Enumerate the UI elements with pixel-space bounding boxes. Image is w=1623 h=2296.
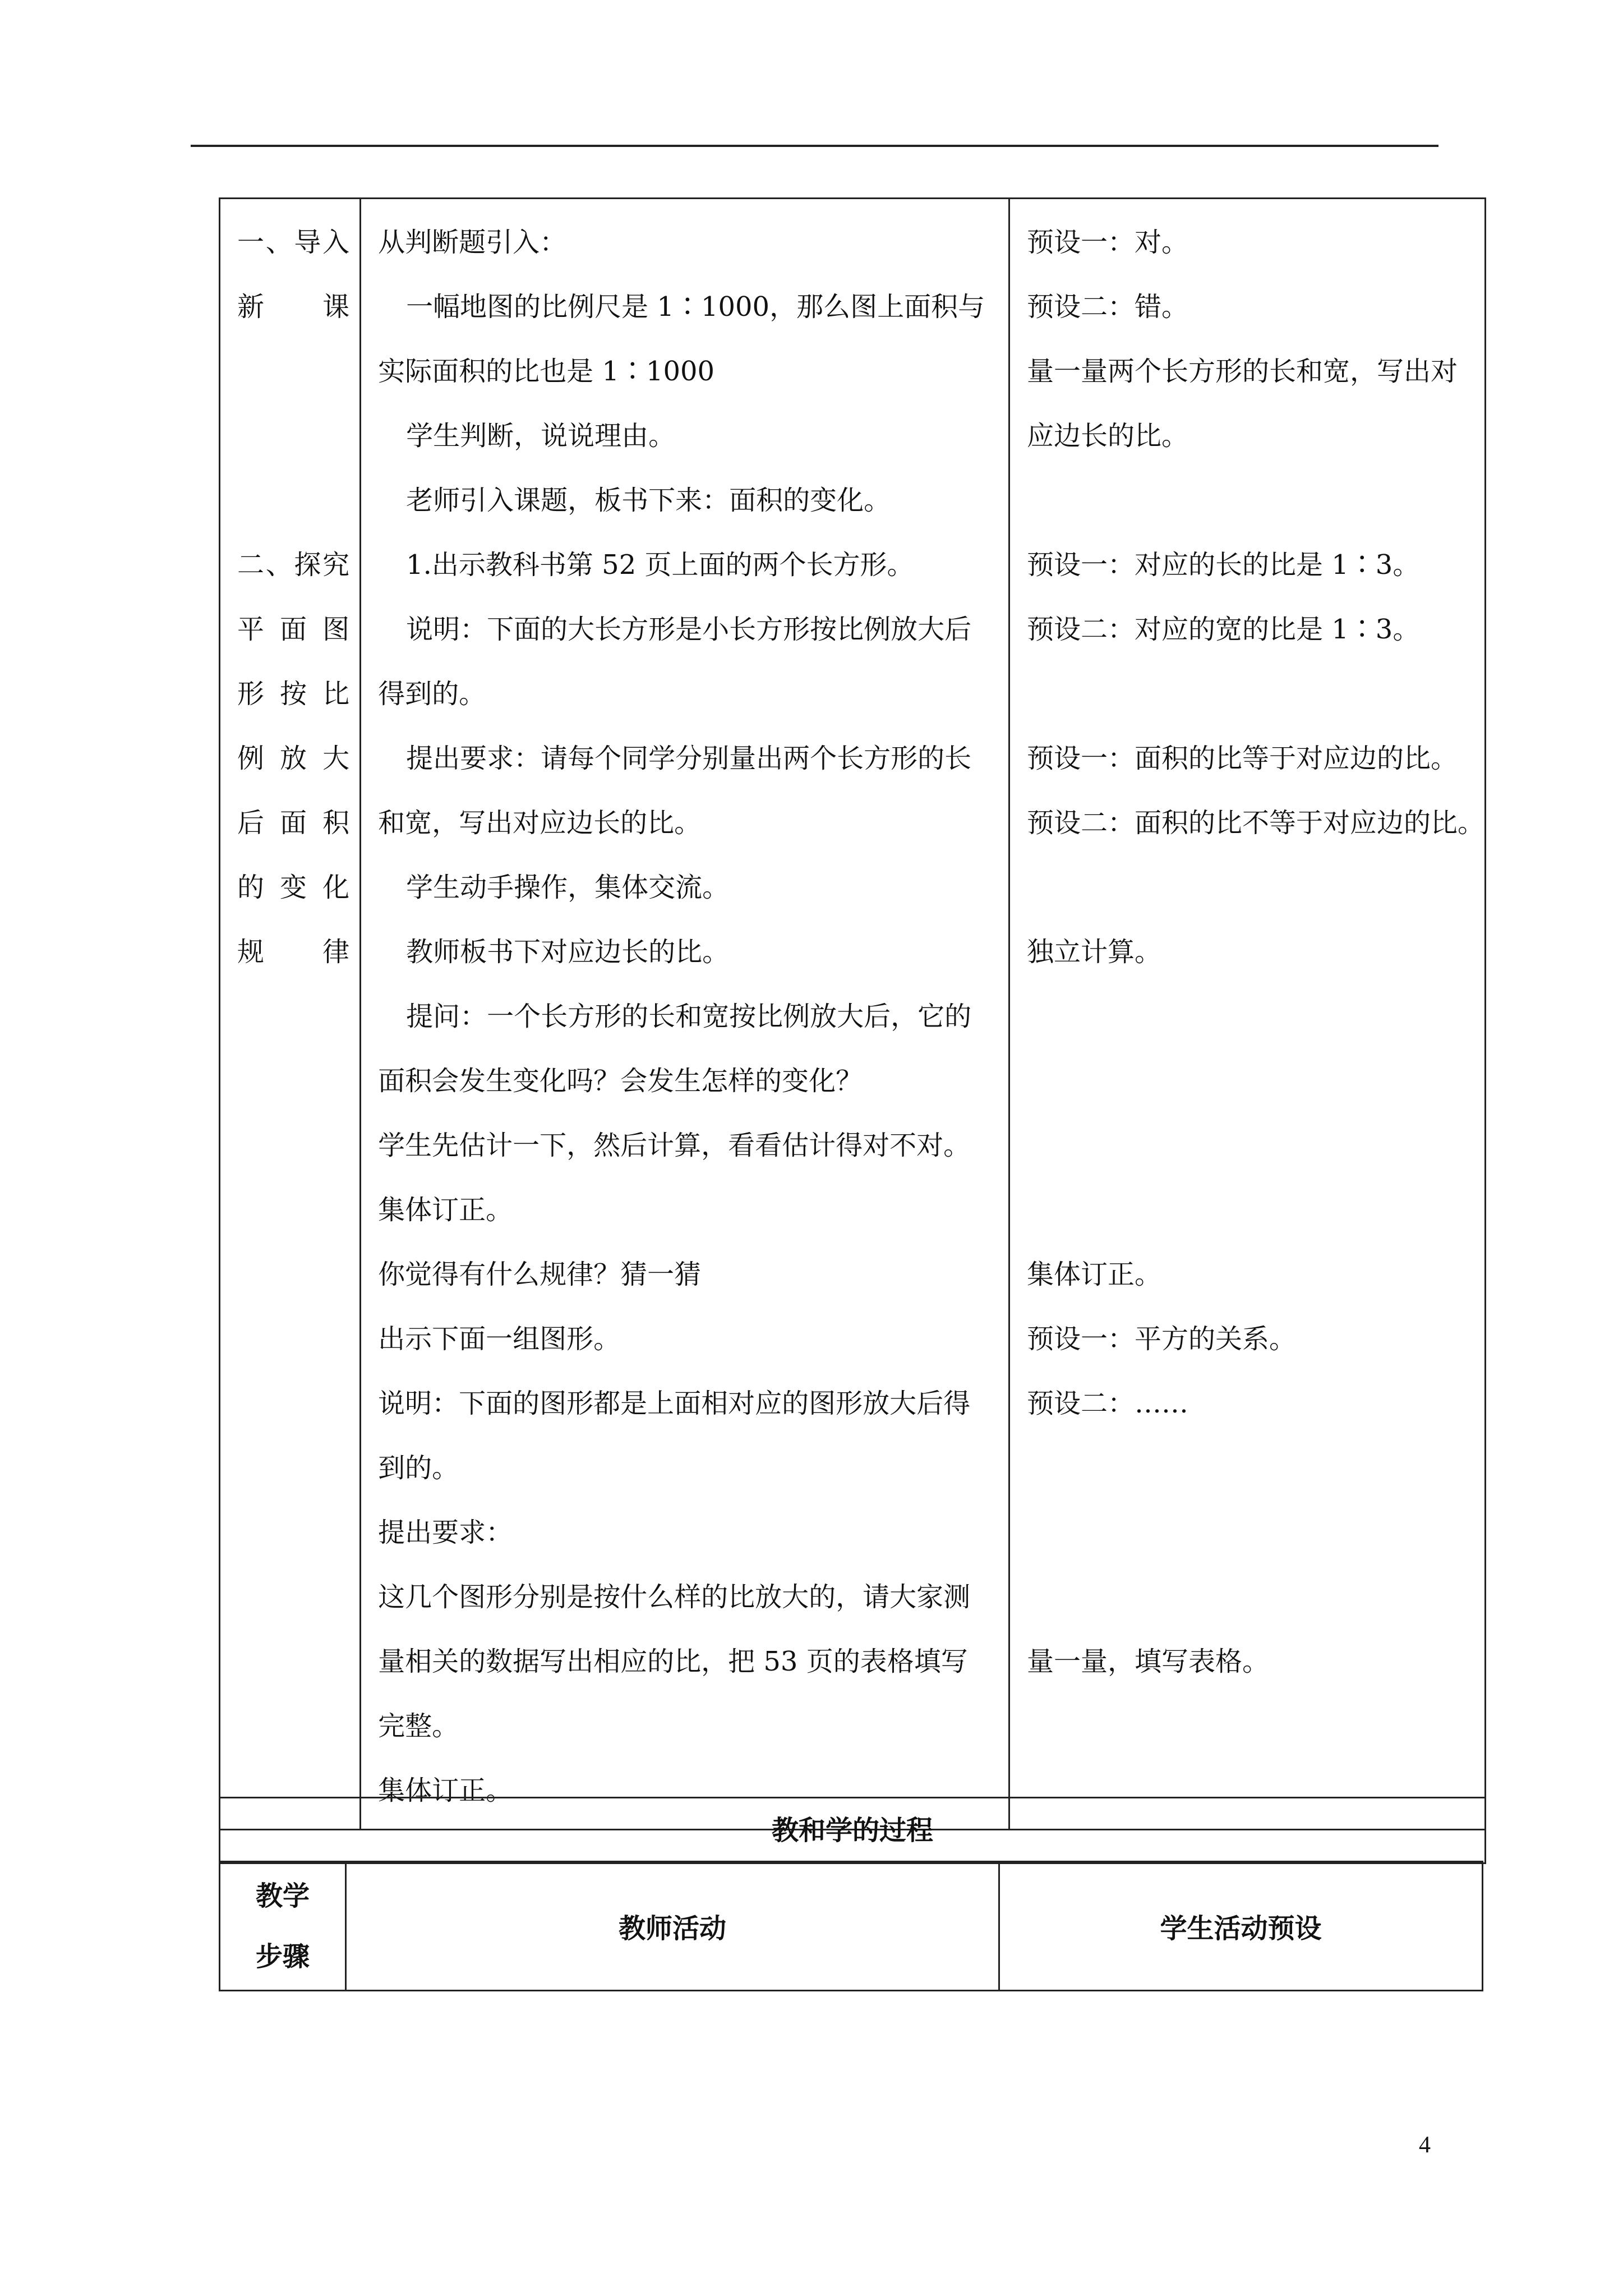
student-activity-column	[1009, 199, 1485, 1830]
student-line: 预设二：面积的比不等于对应边的比。	[1026, 807, 1484, 839]
teacher-line: 你觉得有什么规律？猜一猜	[378, 1259, 702, 1290]
header-step	[220, 1862, 346, 1991]
student-line: 独立计算。	[1026, 936, 1161, 968]
teacher-line: 实际面积的比也是 1∶1000	[378, 356, 715, 387]
teacher-line: 学生判断，说说理由。	[406, 420, 676, 452]
step-line: 二、探究	[237, 549, 350, 581]
process-title-table	[219, 1797, 1486, 1864]
teacher-line: 说明：下面的大长方形是小长方形按比例放大后	[406, 614, 972, 645]
student-line	[1027, 855, 1484, 920]
student-line	[1027, 1565, 1484, 1630]
student-line	[1027, 1114, 1484, 1178]
student-line: 预设一：平方的关系。	[1026, 1323, 1296, 1355]
step-line: 平面图	[237, 614, 350, 645]
header-student: 学生活动预设	[999, 1862, 1483, 1991]
step-intro	[237, 210, 359, 339]
step-line: 新课	[237, 291, 350, 323]
teacher-line: 教师板书下对应边长的比。	[406, 936, 730, 968]
header-rule	[191, 145, 1438, 147]
teacher-line: 学生先估计一下，然后计算，看看估计得对不对。	[378, 1130, 971, 1161]
teacher-lines	[378, 210, 1008, 1823]
teacher-line: 老师引入课题，板书下来：面积的变化。	[406, 485, 891, 516]
header-teacher: 教师活动	[346, 1862, 999, 1991]
teacher-line: 提出要求：请每个同学分别量出两个长方形的长	[406, 743, 972, 774]
column-header-table	[219, 1861, 1483, 1991]
teacher-line: 面积会发生变化吗？会发生怎样的变化？	[378, 1065, 863, 1097]
teacher-line: 出示下面一组图形。	[378, 1323, 621, 1355]
header-step-line: 步骤	[255, 1940, 310, 1972]
student-line: 量一量两个长方形的长和宽，写出对	[1026, 356, 1458, 387]
step-line: 形按比	[237, 678, 350, 710]
teacher-line: 提问：一个长方形的长和宽按比例放大后，它的	[406, 1001, 972, 1032]
teacher-line: 从判断题引入：	[378, 227, 567, 258]
step-line: 例放大	[237, 743, 350, 774]
student-line	[1027, 1049, 1484, 1114]
student-line	[1027, 1178, 1484, 1243]
step-column	[220, 199, 361, 1830]
step-line: 的变化	[237, 872, 350, 903]
student-line	[1027, 468, 1484, 533]
teacher-line: 完整。	[378, 1710, 459, 1742]
teacher-line: 提出要求：	[378, 1517, 513, 1548]
student-line	[1027, 1501, 1484, 1565]
student-line: 预设二：错。	[1026, 291, 1188, 323]
lesson-row	[220, 199, 1486, 1830]
lesson-table	[219, 197, 1486, 1830]
step-line: 后面积	[237, 807, 350, 839]
student-line: 预设二：对应的宽的比是 1∶3。	[1026, 614, 1420, 645]
header-step-line: 教学	[255, 1880, 310, 1912]
teacher-line: 说明：下面的图形都是上面相对应的图形放大后得	[378, 1388, 971, 1419]
teacher-line: 和宽，写出对应边长的比。	[378, 807, 702, 839]
student-line: 预设一：对应的长的比是 1∶3。	[1026, 549, 1420, 581]
teacher-line: 这几个图形分别是按什么样的比放大的，请大家测	[378, 1581, 971, 1613]
teacher-line: 学生动手操作，集体交流。	[406, 872, 730, 903]
student-line: 量一量，填写表格。	[1026, 1646, 1269, 1677]
step-line: 规律	[237, 936, 350, 968]
teacher-activity-column	[361, 199, 1009, 1830]
teacher-line: 集体订正。	[378, 1194, 513, 1226]
student-line	[1027, 984, 1484, 1049]
step-explore	[237, 533, 359, 984]
student-line: 预设一：对。	[1026, 227, 1188, 258]
teacher-line: 得到的。	[378, 678, 486, 710]
step-line: 一、导入	[237, 227, 350, 258]
process-title: 教和学的过程	[220, 1798, 1486, 1864]
student-line: 集体订正。	[1026, 1259, 1161, 1290]
student-lines	[1027, 210, 1484, 1823]
student-line: 预设一：面积的比等于对应边的比。	[1026, 743, 1458, 774]
student-line	[1027, 1694, 1484, 1759]
student-line	[1027, 1436, 1484, 1501]
teacher-line: 量相关的数据写出相应的比，把 53 页的表格填写	[378, 1646, 968, 1677]
teacher-line: 集体订正。	[378, 1775, 513, 1806]
teacher-line: 一幅地图的比例尺是 1∶1000，那么图上面积与	[406, 291, 985, 323]
teacher-line: 到的。	[378, 1452, 459, 1484]
student-line: 应边长的比。	[1026, 420, 1188, 452]
page-number: 4	[1419, 2132, 1431, 2158]
teacher-line: 1.出示教科书第 52 页上面的两个长方形。	[406, 549, 914, 581]
student-line: 预设二：……	[1026, 1388, 1188, 1419]
student-line	[1027, 662, 1484, 726]
